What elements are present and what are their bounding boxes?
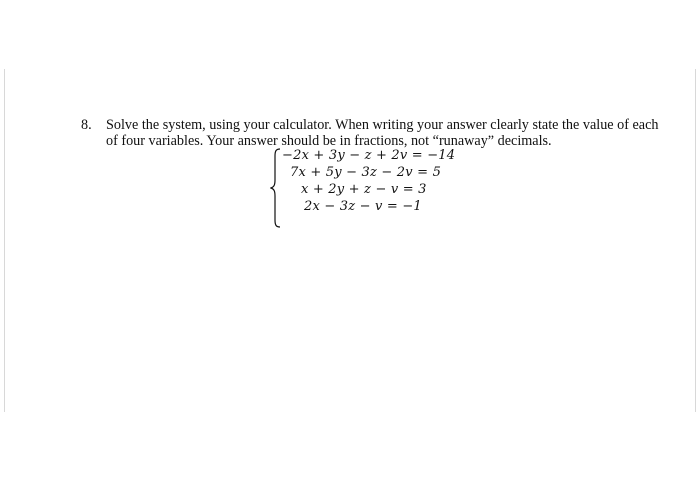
equation-4: 2x − 3z − v = −1 [304, 199, 422, 214]
equation-system [270, 148, 460, 228]
equation-1: −2x + 3y − z + 2v = −14 [282, 148, 456, 163]
problem-number: 8. [81, 117, 92, 133]
problem-statement-line-1: Solve the system, using your calculator. When writing your answer clearly state the value of each [106, 117, 659, 133]
problem-statement-line-2: of four variables. Your answer should be in fractions, not “runaway” decimals. [106, 133, 552, 149]
left-brace [270, 148, 282, 228]
equation-2: 7x + 5y − 3z − 2v = 5 [290, 165, 442, 180]
equation-3: x + 2y + z − v = 3 [301, 182, 427, 197]
